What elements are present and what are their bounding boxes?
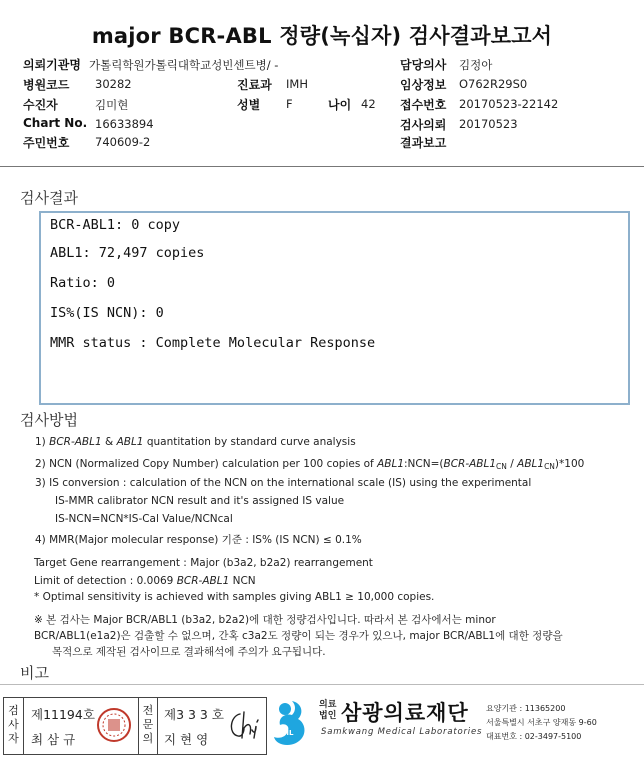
tester-label xyxy=(4,698,24,754)
method-item-4 xyxy=(35,532,362,547)
specialist-label-text: 전문의 xyxy=(142,704,154,745)
specialist-license-no: 제3 3 3 호 xyxy=(164,707,224,722)
hospital-code-label: 병원코드 xyxy=(23,78,70,92)
method-text: MMR(Major molecular response) 기준 : IS% (IS NCN) ≤ 0.1% xyxy=(49,534,362,546)
request-date-label: 검사의뢰 xyxy=(400,118,447,132)
method-item-3-line-2: IS-MMR calibrator NCN result and it's assigned IS value xyxy=(55,495,345,507)
report-title: major BCR-ABL 정량(녹십자) 검사결과보고서 xyxy=(91,24,553,48)
gene-name: BCR-ABL1 xyxy=(176,575,230,587)
item-number: 2) xyxy=(35,458,46,470)
item-number: 4) xyxy=(35,534,46,546)
results-heading: 검사결과 xyxy=(20,189,78,207)
method-item-2 xyxy=(35,458,584,471)
method-heading: 검사방법 xyxy=(20,411,78,429)
results-box xyxy=(39,211,630,405)
formula-part: / xyxy=(510,458,514,470)
doctor-label: 담당의사 xyxy=(400,58,447,72)
report-date-label: 결과보고 xyxy=(400,136,447,150)
caution-note-line-2: BCR/ABL1(e1a2)은 검출할 수 없으며, 간혹 c3a2도 정량이 되는 경우가 있으나, major BCR/ABL1에 대한 정량을 xyxy=(34,630,563,642)
result-ratio: Ratio: 0 xyxy=(50,275,116,291)
patient-value: 김미현 xyxy=(95,98,129,112)
result-mmr-status: MMR status : Complete Molecular Response xyxy=(50,335,376,351)
receipt-no-value: 20170523-22142 xyxy=(459,97,559,111)
result-bcr-abl1: BCR-ABL1: 0 copy xyxy=(50,217,181,233)
gene-name: BCR-ABL1 xyxy=(49,436,102,448)
method-text: IS conversion : calculation of the NCN on the international scale (IS) using the experimental xyxy=(49,477,532,489)
result-abl1: ABL1: 72,497 copies xyxy=(50,245,205,261)
specialist-name: 지 현 영 xyxy=(164,732,209,747)
specialist-signature-icon xyxy=(226,708,264,744)
department-value: IMH xyxy=(286,77,308,91)
receipt-no-label: 접수번호 xyxy=(400,98,447,112)
formula-part: :NCN=( xyxy=(404,458,444,470)
tester-license-no: 제11194호 xyxy=(31,707,95,722)
patient-label: 수진자 xyxy=(23,98,58,112)
lod-label: Limit of detection : 0.0069 xyxy=(34,575,174,587)
item-number: 3) xyxy=(35,477,46,489)
ampersand: & xyxy=(105,436,114,448)
sex-label: 성별 xyxy=(237,98,261,112)
company-name: 삼광의료재단 xyxy=(341,701,469,725)
institution-label: 의뢰기관명 xyxy=(23,58,81,72)
resident-no-value: 740609-2 xyxy=(95,135,151,149)
sensitivity-note: * Optimal sensitivity is achieved with samples giving ABL1 ≥ 10,000 copies. xyxy=(34,591,435,603)
clinical-info-value: O762R29S0 xyxy=(459,77,528,91)
gene-name: ABL1 xyxy=(517,458,545,470)
age-value: 42 xyxy=(361,97,376,111)
method-text: quantitation by standard curve analysis xyxy=(146,436,356,448)
gene-name: BCR-ABL1 xyxy=(443,458,497,470)
header-divider xyxy=(0,166,644,167)
company-address: 서울특별시 서초구 양재동 9-60 xyxy=(486,718,597,727)
hospital-code-value: 30282 xyxy=(95,77,132,91)
company-reg-no: 요양기관 : 11365200 xyxy=(486,704,566,713)
request-date-value: 20170523 xyxy=(459,117,518,131)
item-number: 1) xyxy=(35,436,46,448)
sml-logo-icon xyxy=(270,697,312,749)
subscript: CN xyxy=(496,462,507,471)
clinical-info-label: 임상정보 xyxy=(400,78,447,92)
company-phone: 대표번호 : 02-3497-5100 xyxy=(486,732,582,741)
department-label: 진료과 xyxy=(237,78,272,92)
limit-of-detection xyxy=(34,575,256,587)
formula-part: )*100 xyxy=(554,458,585,470)
target-gene-line xyxy=(34,557,373,569)
doctor-value: 김정아 xyxy=(459,58,493,72)
target-value: Major (b3a2, b2a2) rearrangement xyxy=(190,557,373,569)
remarks-heading: 비고 xyxy=(20,664,49,682)
specialist-label xyxy=(138,698,158,754)
tester-name: 최 삼 규 xyxy=(31,732,76,747)
company-english-name: Samkwang Medical Laboratories xyxy=(321,727,483,737)
caution-note-line-1: ※ 본 검사는 Major BCR/ABL1 (b3a2, b2a2)에 대한 정량검사입니다. 따라서 본 검사에서는 minor xyxy=(34,614,496,626)
logo-text: SML xyxy=(277,729,294,737)
resident-no-label: 주민번호 xyxy=(23,136,70,150)
tester-label-text: 검사자 xyxy=(8,704,19,745)
gene-name: ABL1 xyxy=(116,436,144,448)
chart-no-value: 16633894 xyxy=(95,117,154,131)
method-item-1 xyxy=(35,436,356,448)
result-is-percent: IS%(IS NCN): 0 xyxy=(50,305,164,321)
footer-divider xyxy=(0,684,644,685)
method-item-3-line-3: IS-NCN=NCN*IS-Cal Value/NCNcal xyxy=(55,513,233,525)
subscript: CN xyxy=(544,462,555,471)
signature-box xyxy=(3,697,267,755)
lod-unit: NCN xyxy=(232,575,256,587)
method-item-3 xyxy=(35,477,531,489)
sex-value: F xyxy=(286,97,293,111)
org-type: 의료법인 xyxy=(319,700,337,721)
method-text: NCN (Normalized Copy Number) calculation per 100 copies of xyxy=(49,458,374,470)
institution-value: 가톨릭학원가톨릭대학교성빈센트병/ - xyxy=(89,58,279,72)
age-label: 나이 xyxy=(328,98,352,112)
chart-no-label: Chart No. xyxy=(23,116,88,130)
target-label: Target Gene rearrangement : xyxy=(34,557,187,569)
caution-note-line-3: 목적으로 제작된 검사이므로 결과해석에 주의가 요구됩니다. xyxy=(52,646,326,658)
tester-seal-icon xyxy=(96,707,132,743)
gene-name: ABL1 xyxy=(377,458,405,470)
